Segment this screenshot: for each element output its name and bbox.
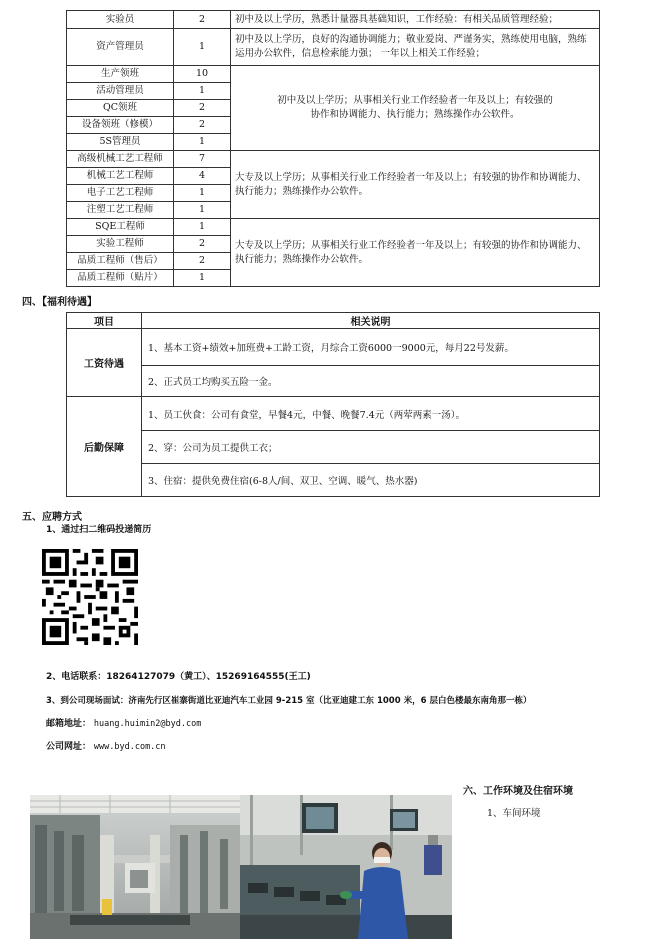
welfare-header-desc: 相关说明 <box>142 313 600 329</box>
position-count: 1 <box>174 134 231 151</box>
position-count: 1 <box>174 270 231 287</box>
position-name: 资产管理员 <box>67 29 174 66</box>
position-count: 1 <box>174 29 231 66</box>
position-count: 2 <box>174 236 231 253</box>
position-name: 品质工程师（贴片） <box>67 270 174 287</box>
workshop-photo-1 <box>30 795 240 939</box>
position-count: 1 <box>174 202 231 219</box>
workshop-photo-2 <box>240 795 452 939</box>
position-name: 5S管理员 <box>67 134 174 151</box>
position-name: 生产领班 <box>67 66 174 83</box>
position-requirement: 初中及以上学历，熟悉计量器具基础知识，工作经验：有相关品质管理经验； <box>231 11 600 29</box>
position-name: 注塑工艺工程师 <box>67 202 174 219</box>
logistics-label: 后勤保障 <box>67 397 142 497</box>
apply-phone: 2、电话联系：18264127079（黄工）、15269164555(王工) <box>46 672 311 682</box>
position-name: 活动管理员 <box>67 83 174 100</box>
position-name: 品质工程师（售后） <box>67 253 174 270</box>
position-name: QC领班 <box>67 100 174 117</box>
position-count: 7 <box>174 151 231 168</box>
position-requirement: 初中及以上学历，良好的沟通协调能力；敬业爱岗、严谨务实，熟练使用电脑，熟练运用办公软件，信息检索能力强； 一年以上相关工作经验； <box>231 29 600 66</box>
apply-onsite: 3、到公司现场面试：济南先行区崔寨街道比亚迪汽车工业园 9-215 室（比亚迪建工东 1000 米，6 层白色楼最东南角那一栋） <box>46 696 532 706</box>
position-name: 实验工程师 <box>67 236 174 253</box>
logistics-item: 1、员工伙食：公司有食堂，早餐4元，中餐、晚餐7.4元（两荤两素一汤）。 <box>142 397 600 431</box>
group-requirement-2: 大专及以上学历；从事相关行业工作经验者一年及以上；有较强的协作和协调能力、执行能力；熟练操作办公软件。 <box>231 151 600 219</box>
position-name: 机械工艺工程师 <box>67 168 174 185</box>
logistics-item: 2、穿：公司为员工提供工衣； <box>142 431 600 464</box>
group-requirement-1: 初中及以上学历；从事相关行业工作经验者一年及以上；有较强的协作和协调能力、执行能力；熟练操作办公软件。 <box>231 66 600 151</box>
position-count: 2 <box>174 11 231 29</box>
email-link[interactable]: huang.huimin2@byd.com <box>93 719 202 729</box>
qr-code-image <box>42 549 138 645</box>
position-count: 1 <box>174 219 231 236</box>
position-name: 电子工艺工程师 <box>67 185 174 202</box>
logistics-item: 3、住宿：提供免费住宿(6-8人/间、双卫、空调、暖气、热水器) <box>142 464 600 497</box>
section-4-heading: 四、【福利待遇】 <box>22 297 97 308</box>
website-link[interactable]: www.byd.com.cn <box>93 742 166 752</box>
position-count: 1 <box>174 83 231 100</box>
salary-label: 工资待遇 <box>67 329 142 397</box>
position-name: 高级机械工艺工程师 <box>67 151 174 168</box>
positions-table <box>66 10 600 287</box>
position-count: 4 <box>174 168 231 185</box>
position-count: 10 <box>174 66 231 83</box>
apply-method-1: 1、通过扫二维码投递简历 <box>46 525 152 535</box>
position-count: 2 <box>174 253 231 270</box>
salary-item: 1、基本工资+绩效+加班费+工龄工资，月综合工资6000一9000元，每月22号发薪。 <box>142 329 600 366</box>
section-5-heading: 五、应聘方式 <box>22 512 82 523</box>
website-row <box>46 739 166 752</box>
position-name: 设备领班（修模） <box>67 117 174 134</box>
position-name: SQE工程师 <box>67 219 174 236</box>
position-name: 实验员 <box>67 11 174 29</box>
position-count: 2 <box>174 100 231 117</box>
welfare-table <box>66 312 600 497</box>
group-requirement-3: 大专及以上学历；从事相关行业工作经验者一年及以上；有较强的协作和协调能力、执行能力；熟练操作办公软件。 <box>231 219 600 287</box>
env-item-1: 1、车间环境 <box>487 808 541 819</box>
website-label: 公司网址： <box>46 742 92 752</box>
section-6-heading: 六、工作环境及住宿环境 <box>463 786 573 797</box>
position-count: 1 <box>174 185 231 202</box>
welfare-header-item: 项目 <box>67 313 142 329</box>
position-count: 2 <box>174 117 231 134</box>
salary-item: 2、正式员工均购买五险一金。 <box>142 366 600 397</box>
email-label: 邮箱地址： <box>46 719 92 729</box>
email-row <box>46 716 201 729</box>
